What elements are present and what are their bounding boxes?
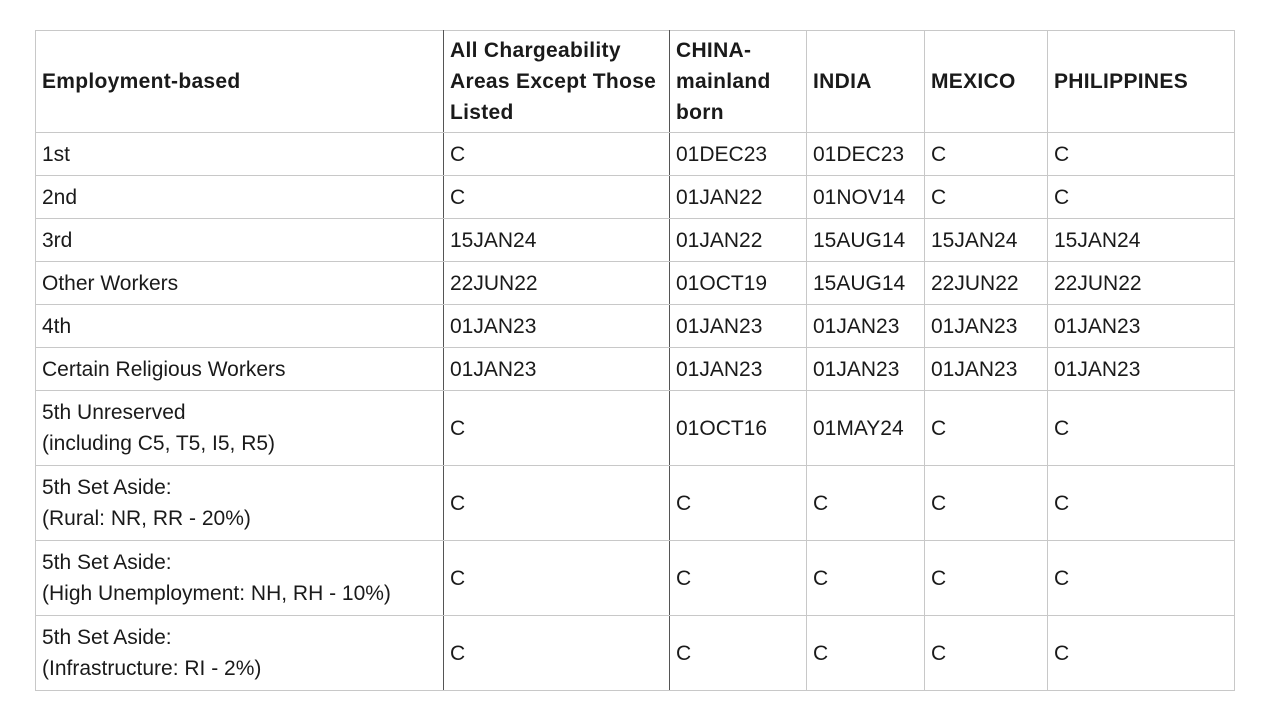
table-cell: 01JAN23 [925, 348, 1048, 391]
table-cell: C [1048, 391, 1235, 466]
table-cell: C [670, 466, 807, 541]
row-category [36, 219, 444, 262]
row-category [36, 616, 444, 691]
table-cell: 01JAN23 [670, 348, 807, 391]
table-cell: C [807, 541, 925, 616]
table-row [36, 348, 1235, 391]
row-category [36, 262, 444, 305]
table-cell: C [670, 616, 807, 691]
table-cell: 01JAN23 [925, 305, 1048, 348]
table-header-row [36, 31, 1235, 133]
table-row [36, 305, 1235, 348]
row-category [36, 466, 444, 541]
table-cell: C [925, 133, 1048, 176]
table-cell: 22JUN22 [444, 262, 670, 305]
table-cell: 01OCT19 [670, 262, 807, 305]
table-cell: 15JAN24 [1048, 219, 1235, 262]
table-cell: 01NOV14 [807, 176, 925, 219]
table-cell: 01DEC23 [807, 133, 925, 176]
table-cell: C [1048, 133, 1235, 176]
table-cell: 15JAN24 [444, 219, 670, 262]
row-category [36, 541, 444, 616]
table-cell: C [444, 176, 670, 219]
row-category-line: (Rural: NR, RR - 20%) [42, 507, 251, 530]
table-cell: 01OCT16 [670, 391, 807, 466]
row-category-line: (including C5, T5, I5, R5) [42, 432, 276, 455]
table-cell: C [925, 541, 1048, 616]
row-category [36, 391, 444, 466]
table-row [36, 133, 1235, 176]
table-cell: 15JAN24 [925, 219, 1048, 262]
row-category-line: 4th [42, 314, 72, 338]
table-cell: 15AUG14 [807, 262, 925, 305]
row-category-line: 5th Set Aside: [42, 476, 172, 499]
table-cell: C [444, 616, 670, 691]
row-category [36, 305, 444, 348]
table-cell: C [1048, 466, 1235, 541]
table-body [36, 133, 1235, 691]
column-header-mexico: MEXICO [925, 31, 1048, 133]
table-row [36, 262, 1235, 305]
table-cell: C [1048, 616, 1235, 691]
table-cell: C [444, 133, 670, 176]
table-cell: 01JAN23 [444, 305, 670, 348]
table-cell: 01DEC23 [670, 133, 807, 176]
row-category-line: (High Unemployment: NH, RH - 10%) [42, 582, 391, 605]
table-cell: C [444, 466, 670, 541]
column-header-philippines: PHILIPPINES [1048, 31, 1235, 133]
table-cell: C [925, 176, 1048, 219]
table-cell: 01JAN22 [670, 176, 807, 219]
table-cell: 01JAN23 [807, 348, 925, 391]
table-row [36, 541, 1235, 616]
row-category [36, 348, 444, 391]
column-header-all-chargeability: All Chargeability Areas Except Those Listed [444, 31, 670, 133]
final-action-dates-table [35, 30, 1235, 691]
table-row [36, 219, 1235, 262]
row-category [36, 176, 444, 219]
table-cell: 01JAN23 [670, 305, 807, 348]
row-category-line: 5th Unreserved [42, 401, 186, 424]
row-category-line: (Infrastructure: RI - 2%) [42, 657, 262, 680]
row-category-line: Other Workers [42, 271, 179, 295]
table-row [36, 616, 1235, 691]
table-cell: C [444, 391, 670, 466]
row-category-line: 2nd [42, 185, 78, 209]
table-cell: 01JAN23 [1048, 305, 1235, 348]
table-cell: 01JAN22 [670, 219, 807, 262]
table-cell: C [807, 616, 925, 691]
row-category-line: 3rd [42, 228, 73, 252]
table-cell: 01MAY24 [807, 391, 925, 466]
column-header-china: CHINA-mainland born [670, 31, 807, 133]
table-row [36, 176, 1235, 219]
table-cell: C [444, 541, 670, 616]
table-cell: 01JAN23 [807, 305, 925, 348]
table-cell: C [807, 466, 925, 541]
row-category-line: 5th Set Aside: [42, 551, 172, 574]
row-category [36, 133, 444, 176]
table-cell: 15AUG14 [807, 219, 925, 262]
table-cell: 22JUN22 [1048, 262, 1235, 305]
table-cell: C [1048, 541, 1235, 616]
column-header-india: INDIA [807, 31, 925, 133]
table-row [36, 466, 1235, 541]
table-row [36, 391, 1235, 466]
table-cell: C [670, 541, 807, 616]
row-category-line: 5th Set Aside: [42, 626, 172, 649]
row-category-line: 1st [42, 142, 71, 166]
row-category-line: Certain Religious Workers [42, 357, 286, 381]
column-header-employment-based: Employment-based [36, 31, 444, 133]
table-cell: 01JAN23 [444, 348, 670, 391]
table-cell: C [925, 391, 1048, 466]
table-cell: 22JUN22 [925, 262, 1048, 305]
table-cell: 01JAN23 [1048, 348, 1235, 391]
table-cell: C [1048, 176, 1235, 219]
table-cell: C [925, 466, 1048, 541]
table-cell: C [925, 616, 1048, 691]
